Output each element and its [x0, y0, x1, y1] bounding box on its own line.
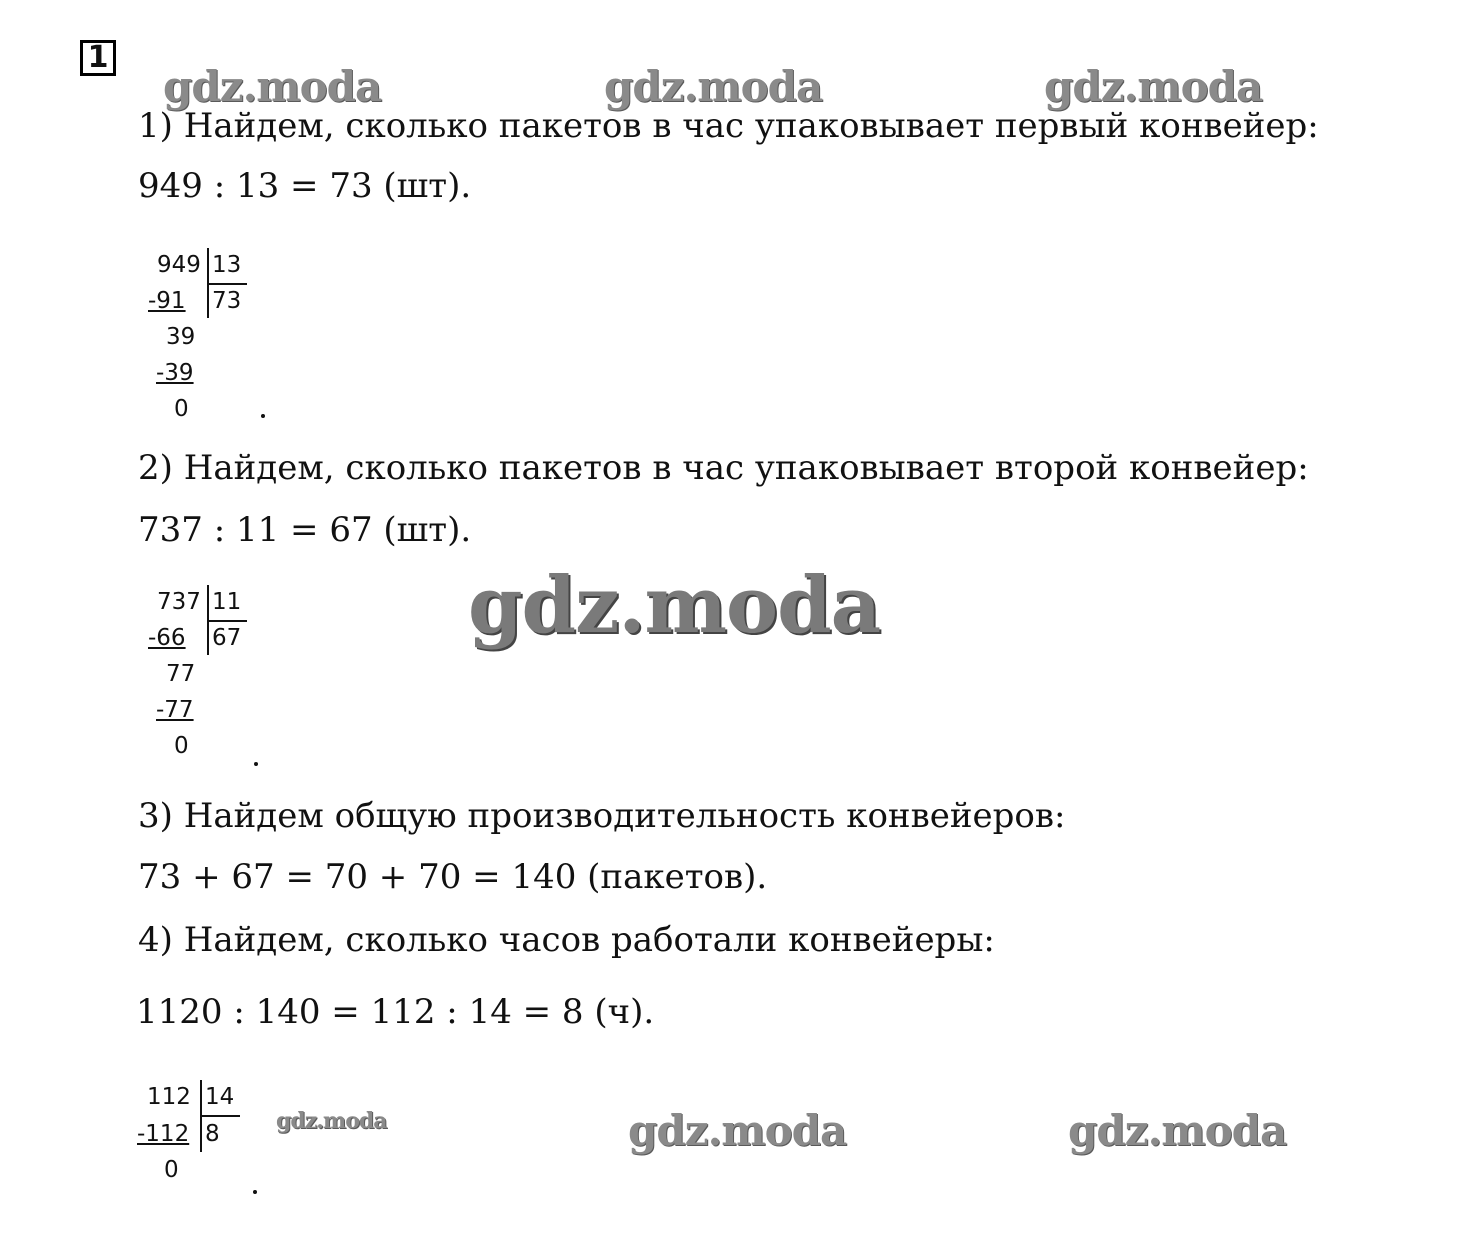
subtrahend: -77 — [156, 697, 194, 723]
step-4-formula: 1120 : 140 = 112 : 14 = 8 (ч). — [136, 992, 655, 1032]
watermark: gdz.moda — [1044, 62, 1263, 111]
dividend: 112 — [147, 1084, 191, 1110]
watermark: gdz.moda — [1068, 1106, 1287, 1155]
watermark: gdz.moda — [468, 560, 881, 651]
subtrahend: -39 — [156, 360, 194, 386]
subtrahend: -91 — [148, 288, 186, 314]
quotient: 73 — [212, 288, 242, 314]
watermark: gdz.moda — [628, 1106, 847, 1155]
subtrahend: -66 — [148, 625, 186, 651]
watermark: gdz.moda — [604, 62, 823, 111]
divisor: 11 — [212, 589, 242, 615]
quotient: 8 — [205, 1121, 220, 1147]
step-1-title: 1) Найдем, сколько пакетов в час упаковывает первый конвейер: — [138, 106, 1319, 146]
divisor: 13 — [212, 252, 242, 278]
step-1-formula: 949 : 13 = 73 (шт). — [138, 166, 472, 206]
watermark: gdz.moda — [276, 1108, 387, 1134]
dividend: 949 — [157, 252, 201, 278]
remainder: 77 — [166, 661, 196, 687]
quotient: 67 — [212, 625, 242, 651]
watermark: gdz.moda — [163, 62, 382, 111]
remainder: 39 — [166, 324, 196, 350]
step-4-title: 4) Найдем, сколько часов работали конвейеры: — [138, 920, 995, 960]
remainder: 0 — [174, 396, 189, 422]
remainder: 0 — [174, 733, 189, 759]
step-2-title: 2) Найдем, сколько пакетов в час упаковывает второй конвейер: — [138, 448, 1309, 488]
subtrahend: -112 — [137, 1121, 190, 1147]
task-number: 1 — [80, 40, 116, 76]
divisor: 14 — [205, 1084, 235, 1110]
period — [254, 762, 258, 766]
period — [253, 1190, 257, 1194]
step-3-title: 3) Найдем общую производительность конвейеров: — [138, 796, 1066, 836]
division-line — [207, 283, 247, 285]
step-2-formula: 737 : 11 = 67 (шт). — [138, 510, 472, 550]
remainder: 0 — [164, 1157, 179, 1183]
division-line — [207, 620, 247, 622]
division-line — [200, 1115, 240, 1117]
step-3-formula: 73 + 67 = 70 + 70 = 140 (пакетов). — [138, 857, 768, 897]
period — [261, 414, 265, 418]
dividend: 737 — [157, 589, 201, 615]
